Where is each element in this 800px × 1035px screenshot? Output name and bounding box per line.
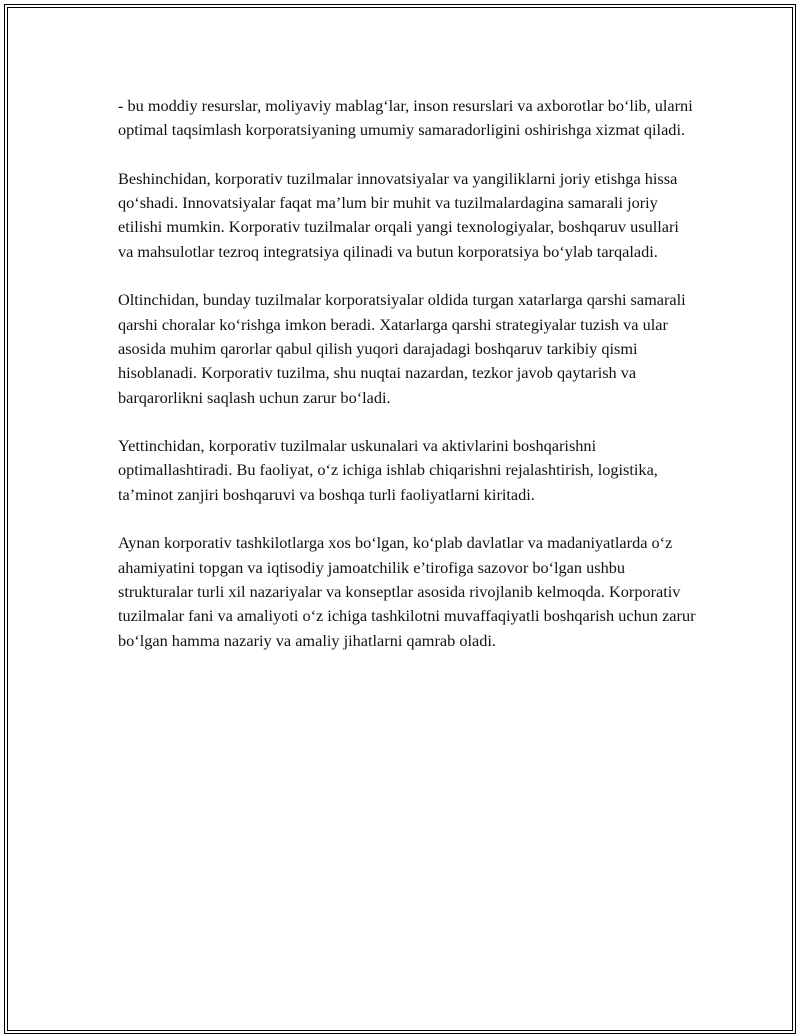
paragraph-sixth-risks: Oltinchidan, bunday tuzilmalar korporatsiyalar oldida turgan xatarlarga qarshi samarali qarshi choralar ko‘rishga imkon beradi. Xatarlarga qarshi strategiyalar tuzish va ular asosida muhim qarorlar qabul qilish yuqori darajadagi boshqaruv tarkibiy qismi hisoblanadi. Korporativ tuzilma, shu nuqtai nazardan, tezkor javob qaytarish va barqarorlikni saqlash uchun zarur bo‘ladi.	[118, 290, 686, 407]
paragraph-seventh-assets: Yettinchidan, korporativ tuzilmalar uskunalari va aktivlarini boshqarishni optimallashtiradi. Bu faoliyat, o‘z ichiga ishlab chiqarishni rejalashtirish, logistika, ta’minot zanjiri boshqaruvi va boshqa turli faoliyatlarni kiritadi.	[118, 436, 658, 504]
paragraph-conclusion: Aynan korporativ tashkilotlarga xos bo‘lgan, ko‘plab davlatlar va madaniyatlarda o‘z ahamiyatini topgan va iqtisodiy jamoatchilik e’tirofiga sazovor bo‘lgan ushbu strukturalar turli xil nazariyalar va konseptlar asosida rivojlanib kelmoqda. Korporativ tuzilmalar fani va amaliyoti o‘z ichiga tashkilotni muvaffaqiyatli boshqarish uchun zarur bo‘lgan hamma nazariy va amaliy jihatlarni qamrab oladi.	[118, 533, 696, 650]
paragraph-resources: - bu moddiy resurslar, moliyaviy mablag‘lar, inson resurslari va axborotlar bo‘lib, ularni optimal taqsimlash korporatsiyaning umumiy samaradorligini oshirishga xizmat qiladi.	[118, 96, 693, 140]
document-body	[118, 94, 698, 677]
paragraph-fifth-innovations: Beshinchidan, korporativ tuzilmalar innovatsiyalar va yangiliklarni joriy etishga hissa qo‘shadi. Innovatsiyalar faqat ma’lum bir muhit va tuzilmalardagina samarali joriy etilishi mumkin. Korporativ tuzilmalar orqali yangi texnologiyalar, boshqaruv usullari va mahsulotlar tezroq integratsiya qilinadi va butun korporatsiya bo‘ylab tarqaladi.	[118, 168, 679, 261]
